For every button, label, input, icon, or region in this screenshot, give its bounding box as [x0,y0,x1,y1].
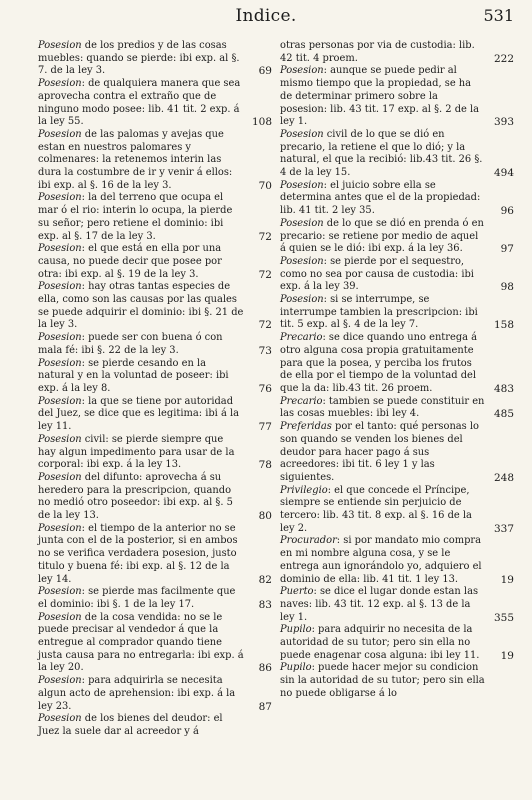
entry-description: : el tiempo de la anterior no se junta con el de la posterior, si en ambos no se verifica verdadera posesion, justo titulo y buena fé: ibi exp. al §. 12 de la ley 14. [38,522,238,585]
entry-term: Preferidas [280,421,332,433]
entry-description: de los predios y de las cosas muebles: quando se pierde: ibi exp. al §. 7. de la ley 3. [38,40,240,77]
entry-text [38,40,266,78]
entry-text [38,129,266,193]
index-entry [280,179,514,218]
entry-term: Posesion [38,332,82,344]
entry-page-number: 70 [258,179,272,192]
entry-description: : si se interrumpe, se interrumpe tambien la prescripcion: ibi tit. 5 exp. al §. 4 de la ley 7. [280,294,478,331]
index-entry [38,243,272,281]
entry-description: : se pierde cesando en la natural y en la voluntad de poseer: ibi exp. á la ley 8. [38,357,229,394]
index-entry [38,586,272,611]
index-entry [280,395,514,421]
entry-page-number: 483 [493,382,514,395]
entry-text [38,332,266,357]
index-entry [280,662,508,700]
index-entry [280,294,514,332]
entry-description: : puede hacer mejor su condicion sin la autoridad de su tutor; pero sin ella no puede obligarse á lo [280,662,485,699]
index-entry [280,586,514,624]
entry-term: Posesion [38,611,82,623]
entry-page-number: 485 [493,408,514,421]
entry-page-number: 83 [258,598,272,611]
entry-term: Posesion [38,128,82,140]
entry-term: Posesion [38,243,82,255]
entry-page-number: 77 [258,421,272,434]
entry-description: : se pierde mas facilmente que el dominio: ibi §. 1 de la ley 17. [38,586,236,610]
entry-description: : se dice quando uno entrega á otro alguna cosa propia gratuitamente para que la posea, y perciba los frutos de ella por el tiempo de la voluntad del que la da: lib.43 tit. 26 proem. [280,332,478,394]
entry-text [38,472,266,523]
entry-text [280,396,508,421]
entry-page-number: 72 [258,230,272,243]
entry-term: Procurador [280,535,337,547]
entry-term: Posesion [280,179,324,191]
entry-page-number: 108 [251,116,272,129]
entry-description: : la que se tiene por autoridad del Juez, se dice que es legitima: ibi á la ley 11. [38,395,240,433]
page-number: 531 [483,6,514,25]
entry-text [38,281,266,332]
entry-description: : aunque se puede pedir al mismo tiempo que la propiedad, se ha de determinar primero sobre la posesion: lib. 43 tit. 17 exp. al §. 2 de la ley 1. [280,65,480,128]
entry-description: : hay otras tantas especies de ella, como son las causas por las quales se puede adquirir el dominio: ibi §. 21 de la ley 3. [38,281,244,331]
entry-text [38,675,266,713]
entry-description: del difunto: aprovecha á su heredero para la prescripcion, quando no medió otro poseedor: ibi exp. al §. 5 de la ley 13. [38,471,233,522]
entry-term: Posesion [38,281,82,293]
index-entry [38,713,266,738]
index-entry [38,357,272,396]
entry-term: Pupilo [280,624,312,636]
entry-description: : el que está en ella por una causa, no puede decir que posee por otra: ibi exp. al §. 19 de la ley 3. [38,243,222,280]
index-entry [38,611,272,676]
entry-description: : se pierde por el sequestro, como no sea por causa de custodia: ibi exp. á la ley 39. [280,255,474,293]
entry-text [280,662,508,700]
entry-term: Posesion [38,433,82,445]
entry-term: Posesion [38,395,82,407]
entry-term: Posesion [38,586,82,598]
entry-text [280,586,508,624]
entry-page-number: 19 [500,573,514,586]
index-entry [280,40,514,65]
index-entry [38,78,272,129]
entry-description: por el tanto: qué personas lo son quando se venden los bienes del deudor para hacer pago á sus acreedores: ibi tit. 6 ley 1 y las siguientes. [280,421,479,483]
entry-text [280,65,508,129]
entry-description: : tambien se puede constituir en las cosas muebles: ibi ley 4. [280,395,485,420]
entry-term: Posesion [280,294,324,306]
right-column [280,40,514,701]
index-entry [38,40,272,78]
index-entry [38,128,272,193]
entry-page-number: 73 [258,344,272,357]
entry-term: Precario [280,332,323,344]
index-entry [38,433,272,472]
index-entry [280,421,514,485]
entry-text [38,243,266,281]
entry-term: Posesion [38,40,82,51]
index-entry [280,217,514,256]
entry-term: Posesion [38,675,82,687]
entry-description: : el que concede el Príncipe, siempre se entiende sin perjuicio de tercero: lib. 43 tit. 8 exp. al §. 16 de la ley 2. [280,484,472,534]
entry-description: : de qualquiera manera que sea aprovecha contra el extraño que de ninguno modo posee: lib. 41 tit. 2 exp. á la ley 55. [38,78,241,128]
entry-term: Posesion [38,192,82,204]
index-entry [280,128,514,180]
index-entry [280,65,514,129]
entry-description: de la cosa vendida: no se le puede precisar al vendedor á que la entregue al comprador quando tiene justa causa para no entregarla: ibi exp. á la ley 20. [38,611,244,674]
entry-text [280,624,508,662]
index-entry [38,281,272,332]
entry-term: Posesion [38,471,82,483]
entry-description: de las palomas y avejas que estan en nuestros palomares y colmenares: la retenemos interin las dura la costumbre de ir y venir á ellos: ibi exp. al §. 16 de la ley 3. [38,128,233,191]
entry-term: Posesion [38,522,82,534]
index-entry [38,192,272,243]
entry-description: civil de lo que se dió en precario, la retiene el que lo dió; y la natural, el que la recibió: lib.43 tit. 26 §. 4 de la ley 15. [280,128,483,179]
entry-page-number: 80 [258,510,272,523]
entry-term: Posesion [38,713,82,725]
entry-page-number: 97 [500,243,514,256]
entry-description: : puede ser con buena ó con mala fé: ibi §. 22 de la ley 3. [38,332,223,356]
entry-description: : se dice el lugar donde estan las naves: lib. 43 tit. 12 exp. al §. 13 de la ley 1. [280,586,479,623]
entry-page-number: 222 [493,52,514,65]
entry-description: de los bienes del deudor: el Juez la suele dar al acreedor y á [38,713,223,737]
entry-text [280,485,508,536]
entry-description: : el juicio sobre ella se determina antes que el de la propiedad: lib. 41 tit. 2 ley 35. [280,179,481,217]
entry-page-number: 87 [258,700,272,713]
entry-description: de lo que se dió en prenda ó en precario: se retiene por medio de aquel á quien se le dió: ibi exp. á la ley 36. [280,217,484,255]
running-title: Indice. [235,6,297,26]
index-entry [38,332,272,357]
entry-text [38,434,266,472]
entry-page-number: 82 [258,573,272,586]
entry-page-number: 19 [500,649,514,662]
index-entry [38,675,272,713]
entry-term: Posesion [38,78,82,90]
page-header [0,6,532,36]
entry-term: Posesion [280,217,324,229]
entry-text [280,129,508,180]
entry-page-number: 78 [258,459,272,472]
entry-term: Privilegio [280,484,328,496]
index-entry [38,395,272,434]
entry-text [38,192,266,243]
entry-text [38,358,266,396]
index-entry [280,535,514,586]
index-entry [38,471,272,523]
index-entry [280,484,514,536]
left-column [38,40,272,739]
entry-text [280,256,508,294]
entry-page-number: 393 [493,116,514,129]
entry-text [38,713,266,738]
index-entry [38,522,272,587]
entry-page-number: 86 [258,662,272,675]
entry-page-number: 72 [258,268,272,281]
entry-text [38,396,266,434]
entry-description: civil: se pierde siempre que hay algun impedimento para usar de la corporal: ibi exp. á la ley 13. [38,433,235,471]
entry-page-number: 355 [493,611,514,624]
entry-page-number: 337 [493,522,514,535]
entry-term: Puerto [280,586,314,598]
entry-text [38,612,266,676]
index-entry [280,255,514,294]
entry-page-number: 494 [493,167,514,180]
entry-text [280,40,508,65]
entry-text [280,218,508,256]
entry-term: Pupilo [280,662,312,674]
entry-description: : la del terreno que ocupa el mar ó el rio: interin lo ocupa, la pierde su señor; pero retiene el dominio: ibi exp. al §. 17 de la ley 3. [38,192,233,242]
entry-text [280,294,508,332]
entry-term: Precario [280,395,323,407]
entry-page-number: 158 [493,319,514,332]
entry-term: Posesion [280,65,324,77]
entry-term: Posesion [280,255,324,267]
entry-page-number: 69 [258,65,272,78]
entry-page-number: 76 [258,382,272,395]
entry-term: Posesion [280,128,324,140]
entry-description: : si por mandato mio compra en mi nombre alguna cosa, y se le entrega aun ignorándolo yo, adquiero el dominio de ella: lib. 41 tit. 1 ley 13. [280,535,482,585]
entry-page-number: 96 [500,205,514,218]
entry-text [38,78,266,129]
entry-text [280,332,508,396]
entry-page-number: 248 [493,471,514,484]
entry-page-number: 98 [500,281,514,294]
entry-text [38,523,266,587]
entry-text [38,586,266,611]
entry-page-number: 72 [258,319,272,332]
entry-description: : para adquirirla se necesita algun acto de aprehension: ibi exp. á la ley 23. [38,675,236,712]
entry-text [280,535,508,586]
index-entry [280,624,514,662]
entry-text [280,421,508,485]
entry-text [280,180,508,218]
index-entry [280,332,514,396]
entry-term: Posesion [38,357,82,369]
entry-description: otras personas por via de custodia: lib. 42 tit. 4 proem. [280,40,475,64]
entry-description: : para adquirir no necesita de la autoridad de su tutor; pero sin ella no puede enagenar cosa alguna: ibi ley 11. [280,624,480,661]
